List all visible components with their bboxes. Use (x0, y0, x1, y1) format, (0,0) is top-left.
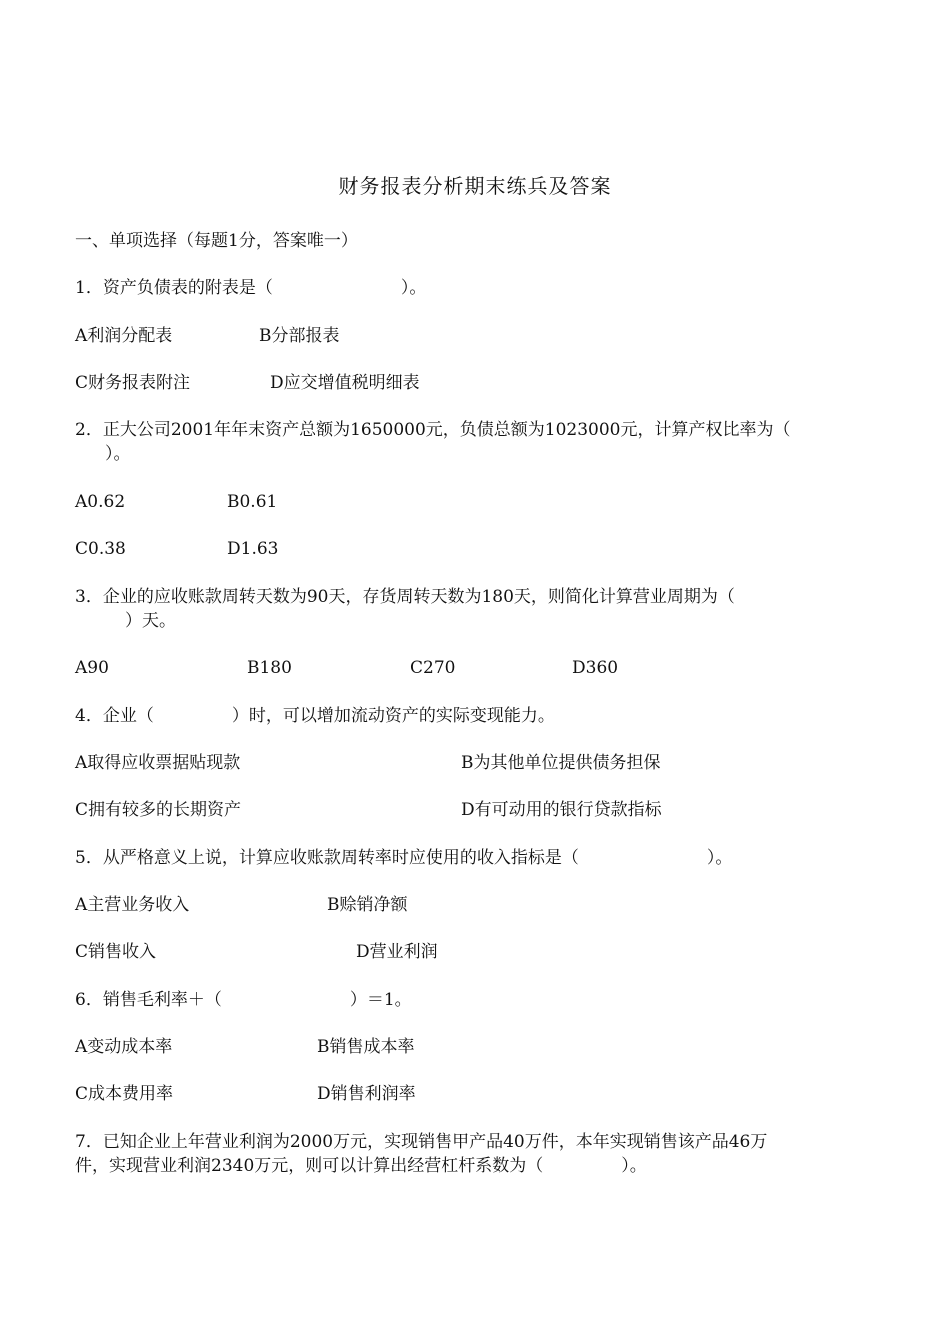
question-3-option-c: C270 (410, 658, 456, 678)
question-7-line-2 (75, 1154, 647, 1178)
question-6-option-c: C成本费用率 (75, 1084, 174, 1104)
question-5-option-a: A主营业务收入 (75, 895, 190, 915)
section-heading: 一、单项选择（每题1分，答案唯一） (75, 231, 358, 251)
question-1-stem-end: ）。 (400, 278, 427, 298)
question-3-option-b: B180 (247, 658, 292, 678)
question-6-option-d: D销售利润率 (317, 1084, 416, 1104)
question-2-stem-end: ）。 (105, 444, 131, 464)
question-1-stem: 1．资产负债表的附表是（ (75, 278, 273, 298)
question-4-stem: 4．企业（ (75, 706, 154, 726)
question-7-stem-end: ）。 (621, 1156, 647, 1176)
question-2-stem: 2．正大公司2001年年末资产总额为1650000元，负债总额为1023000元，计算产权比率为（ (75, 420, 791, 440)
question-3-stem-end: ）天。 (125, 611, 176, 631)
question-4-stem-end: ）时，可以增加流动资产的实际变现能力。 (231, 706, 555, 726)
question-3-option-d: D360 (572, 658, 619, 678)
question-1 (75, 276, 426, 300)
question-5-stem-end: ）。 (706, 848, 733, 868)
question-4-option-c: C拥有较多的长期资产 (75, 800, 242, 820)
question-5-option-b: B赊销净额 (327, 895, 408, 915)
question-7-line-1: 7．已知企业上年营业利润为2000万元，实现销售甲产品40万件，本年实现销售该产品46万 (75, 1132, 768, 1152)
question-2 (75, 418, 865, 466)
question-1-option-a: A利润分配表 (75, 326, 173, 346)
question-1-option-d: D应交增值税明细表 (270, 373, 420, 393)
question-2-option-d: D1.63 (227, 539, 279, 559)
question-4-option-a: A取得应收票据贴现款 (75, 753, 241, 773)
document-title: 财务报表分析期末练兵及答案 (338, 174, 612, 198)
question-2-option-a: A0.62 (75, 492, 126, 512)
question-3-option-a: A90 (75, 658, 109, 678)
question-2-option-c: C0.38 (75, 539, 126, 559)
question-1-option-c: C财务报表附注 (75, 373, 191, 393)
question-5 (75, 846, 732, 870)
question-6-stem-end: ）＝1。 (349, 990, 412, 1010)
question-6-option-b: B销售成本率 (317, 1037, 415, 1057)
question-4-option-b: B为其他单位提供债务担保 (461, 753, 661, 773)
question-5-option-c: C销售收入 (75, 942, 157, 962)
question-5-stem: 5．从严格意义上说，计算应收账款周转率时应使用的收入指标是（ (75, 848, 579, 868)
question-6-option-a: A变动成本率 (75, 1037, 173, 1057)
question-4-option-d: D有可动用的银行贷款指标 (461, 800, 662, 820)
question-3 (75, 585, 865, 633)
question-6-stem: 6．销售毛利率＋（ (75, 990, 222, 1010)
question-5-option-d: D营业利润 (356, 942, 438, 962)
question-3-stem: 3．企业的应收账款周转天数为90天，存货周转天数为180天，则简化计算营业周期为（ (75, 587, 735, 607)
question-2-option-b: B0.61 (227, 492, 278, 512)
question-7-stem: 件，实现营业利润2340万元，则可以计算出经营杠杆系数为（ (75, 1156, 544, 1176)
question-1-option-b: B分部报表 (259, 326, 340, 346)
question-6 (75, 988, 412, 1012)
question-4 (75, 704, 555, 728)
